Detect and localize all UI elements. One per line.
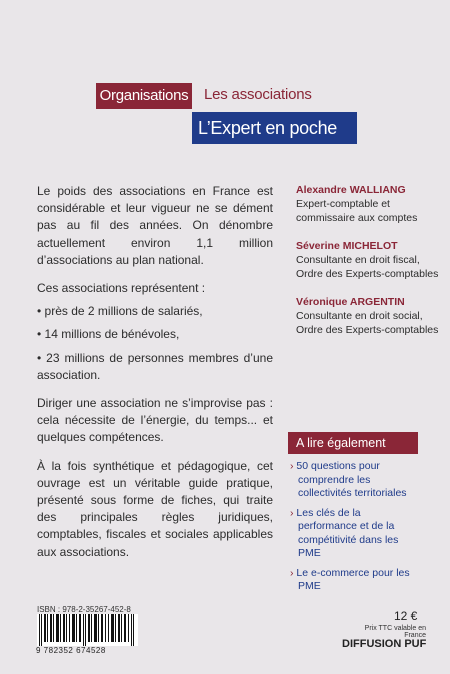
authors-list [296,183,446,351]
author-role: Consultante en droit social, Ordre des Experts-comptables [296,310,439,336]
also-read-heading: A lire également [288,432,418,454]
book-subtitle: Les associations [204,86,312,103]
series-label: Organisations [96,83,192,109]
also-read-item: › Les clés de la performance et de la compétitivité dans les PME [288,507,418,561]
description-paragraph: Diriger une association ne s’improvise pas : cela nécessite de l’énergie, du temps... et quelques compétences. [37,396,273,445]
description [37,183,273,572]
author-role: Expert-comptable et commissaire aux comptes [296,198,418,224]
price-note: Prix TTC valable en France [364,625,426,639]
stats-item: • près de 2 millions de salariés, [37,303,273,320]
also-read-list [288,460,418,594]
publisher: DIFFUSION PUF [342,638,427,650]
description-paragraph: À la fois synthétique et pédagogique, cet ouvrage est un véritable guide pratique, présenté sous forme de fiches, qui traite des principales règles juridiques, comptables, fiscales et sociales applicables aux associations. [37,458,273,559]
barcode-digits: 9 782352 674528 [36,646,106,655]
stats-item: • 14 millions de bénévoles, [37,326,273,343]
author [296,183,446,225]
author-name: Véronique ARGENTIN [296,296,405,308]
also-read-item: › Le e-commerce pour les PME [288,567,418,594]
author-name: Alexandre WALLIANG [296,184,406,196]
barcode-icon [37,614,138,646]
stats-list [37,303,273,384]
author [296,239,446,281]
also-read-item: › 50 questions pour comprendre les collectivités territoriales [288,460,418,501]
author-role: Consultante en droit fiscal, Ordre des Experts-comptables [296,254,439,280]
author [296,295,446,337]
stats-item: • 23 millions de personnes membres d’une association. [37,350,273,384]
description-paragraph: Ces associations représentent : [37,281,206,296]
description-paragraph: Le poids des associations en France est considérable et leur vigueur ne se dément pas au fil des années. On dénombre actuellement environ 1,1 million d’associations au plan national. [37,184,273,267]
price: 12 € [394,609,418,623]
collection-title: L’Expert en poche [192,112,357,144]
isbn: ISBN : 978-2-35267-452-8 [37,605,131,614]
also-read-box [288,432,418,600]
author-name: Séverine MICHELOT [296,240,398,252]
